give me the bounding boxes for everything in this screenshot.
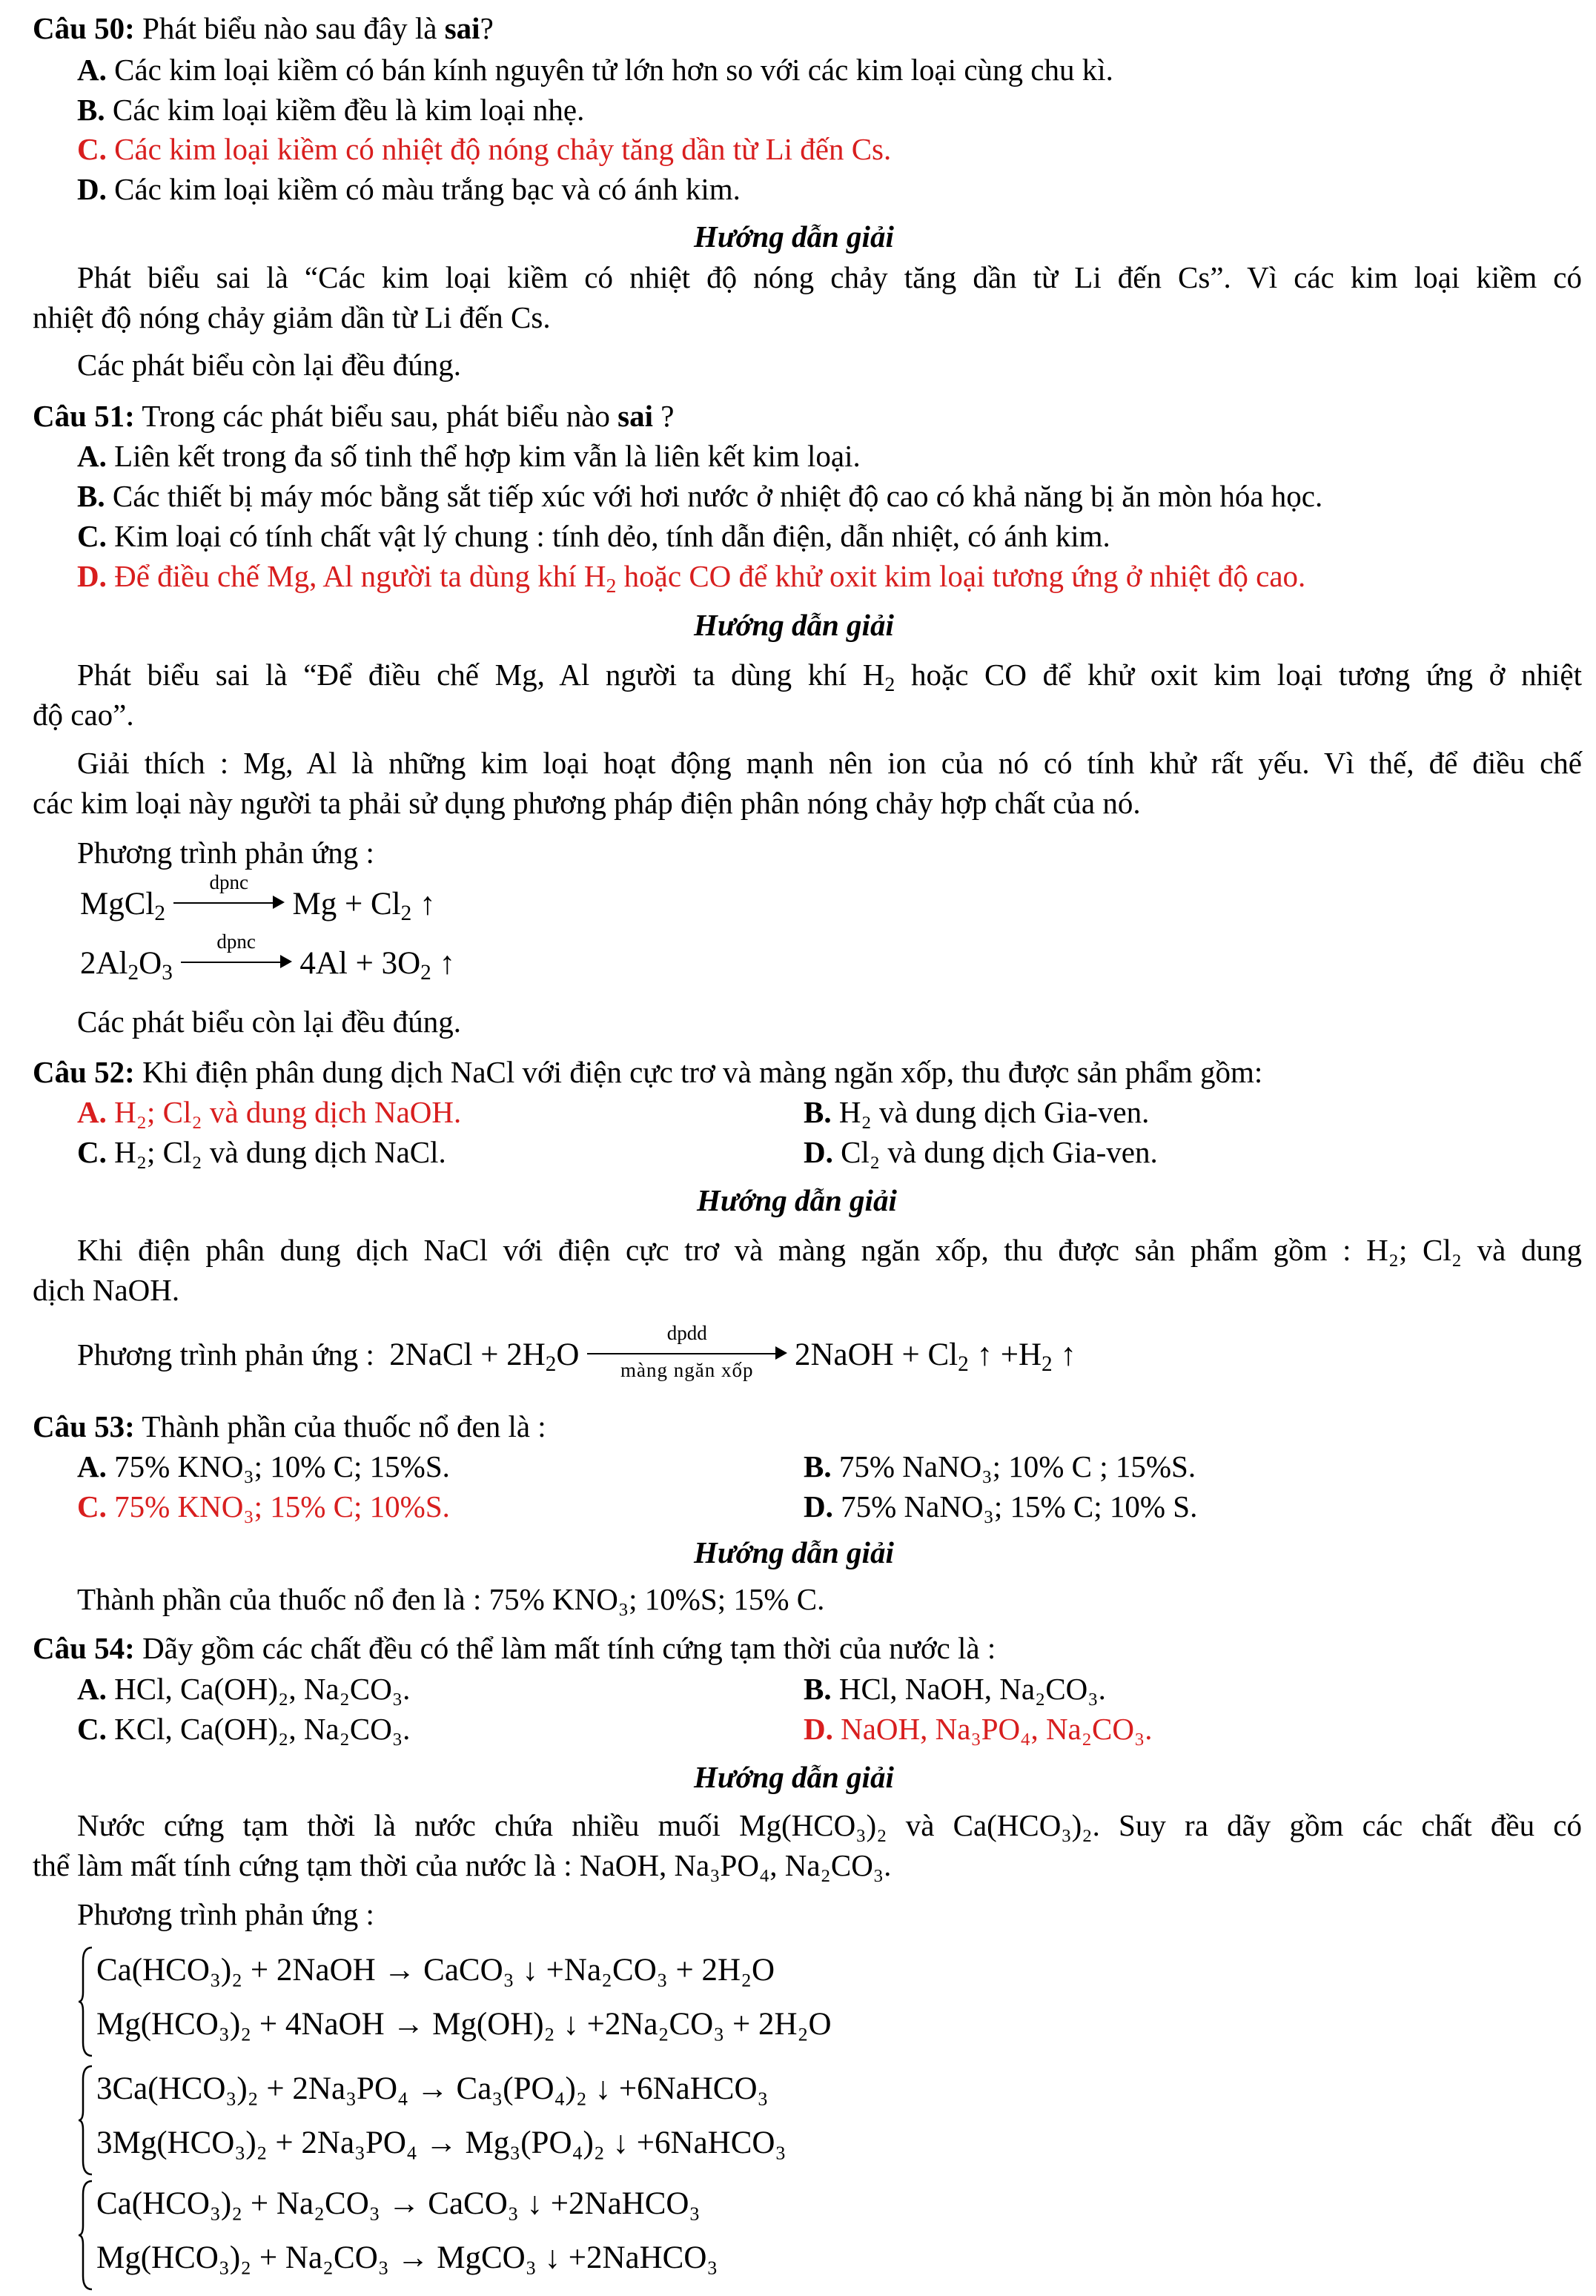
q51-option-d-correct: D. Để điều chế Mg, Al người ta dùng khí $H_2$ hoặc CO để khử oxit kim loại tương ứng ở nhiệt độ cao. — [77, 559, 1306, 598]
electrolysis-membrane-arrow: dpdd màng ngăn xốp — [587, 1337, 787, 1366]
q54-option-a: A. HCl, Ca(OH)₂, Na₂CO₃. — [77, 1672, 411, 1706]
q52-explanation-line2: dịch NaOH. — [33, 1273, 180, 1307]
q51-equation-2: $2Al_2O_3$ dpnc $4Al + 3O_2$ ↑ — [80, 930, 455, 985]
q52-equation: Phương trình phản ứng : 2NaCl + $2H_2O$ dpdd màng ngăn xốp 2NaOH + $Cl_2$ ↑ $+H_2$ ↑ — [77, 1322, 1076, 1381]
q51-option-c: C. Kim loại có tính chất vật lý chung : tính dẻo, tính dẫn điện, dẫn nhiệt, có ánh kim. — [77, 519, 1110, 553]
left-brace — [77, 2065, 93, 2176]
q54-stem: Câu 54: Dãy gồm các chất đều có thể làm mất tính cứng tạm thời của nước là : — [33, 1631, 996, 1665]
q54-option-d-correct: D. NaOH, Na₃PO₄, Na₂CO₃. — [804, 1712, 1153, 1746]
q52-option-b: B. H₂ và dung dịch Gia-ven. — [804, 1095, 1150, 1129]
q52-stem: Câu 52: Khi điện phân dung dịch NaCl với điện cực trơ và màng ngăn xốp, thu được sản phẩm gồm: — [33, 1055, 1263, 1089]
q54-equation-3: 3Ca(HCO₃)₂ + 2Na₃PO₄ → Ca₃(PO₄)₂ ↓ +6NaHCO₃ — [96, 2071, 769, 2106]
q51-explanation-line3: Giải thích : Mg, Al là những kim loại hoạt động mạnh nên ion của nó có tính khử rất yếu. Vì thế, để điều chế — [77, 746, 1582, 780]
q50-label: Câu 50: — [33, 11, 135, 45]
left-brace — [77, 1946, 93, 2057]
q51-guide-heading: Hướng dẫn giải — [694, 608, 894, 642]
q51-explanation-line4: các kim loại này người ta phải sử dụng phương pháp điện phân nóng chảy hợp chất của nó. — [33, 786, 1141, 820]
q53-guide-heading: Hướng dẫn giải — [694, 1535, 894, 1569]
q53-explanation-line1: Thành phần của thuốc nổ đen là : 75% KNO₃; 10%S; 15% C. — [77, 1582, 825, 1616]
left-brace — [77, 2180, 93, 2291]
q50-option-c-correct: C. Các kim loại kiềm có nhiệt độ nóng chảy tăng dần từ Li đến Cs. — [77, 132, 892, 166]
q51-equation-title: Phương trình phản ứng : — [77, 836, 374, 870]
q50-guide-heading: Hướng dẫn giải — [694, 219, 894, 254]
q50-option-a: A. Các kim loại kiềm có bán kính nguyên tử lớn hơn so với các kim loại cùng chu kì. — [77, 53, 1113, 87]
q52-option-d: D. Cl₂ và dung dịch Gia-ven. — [804, 1135, 1158, 1169]
q51-equation-1: MgCl$_2$ dpnc $Mg + Cl_2$ ↑ — [80, 871, 436, 926]
q51-stem: Câu 51: Trong các phát biểu sau, phát biểu nào sai ? — [33, 399, 675, 433]
q54-explanation-line1: Nước cứng tạm thời là nước chứa nhiều muối Mg(HCO₃)₂ và Ca(HCO₃)₂. Suy ra dãy gồm các chất đều có — [77, 1808, 1582, 1842]
q54-option-b: B. HCl, NaOH, Na₂CO₃. — [804, 1672, 1106, 1706]
q52-guide-heading: Hướng dẫn giải — [697, 1183, 897, 1217]
electrolysis-arrow: dpnc — [181, 945, 292, 975]
q54-option-c: C. KCl, Ca(OH)₂, Na₂CO₃. — [77, 1712, 411, 1746]
q50-stem: Câu 50: Phát biểu nào sau đây là sai? — [33, 11, 494, 45]
q50-explanation-line3: Các phát biểu còn lại đều đúng. — [77, 348, 462, 382]
q54-equation-2: Mg(HCO₃)₂ + 4NaOH → Mg(OH)₂ ↓ +2Na₂CO₃ + 2H₂O — [96, 2007, 832, 2042]
electrolysis-arrow: dpnc — [173, 886, 285, 916]
q50-explanation-line2: nhiệt độ nóng chảy giảm dần từ Li đến Cs. — [33, 300, 551, 334]
q51-option-b: B. Các thiết bị máy móc bằng sắt tiếp xúc với hơi nước ở nhiệt độ cao có khả năng bị ăn mòn hóa học. — [77, 479, 1323, 513]
q52-option-a-correct: A. H₂; Cl₂ và dung dịch NaOH. — [77, 1095, 462, 1129]
q54-equation-4: 3Mg(HCO₃)₂ + 2Na₃PO₄ → Mg₃(PO₄)₂ ↓ +6NaHCO₃ — [96, 2125, 787, 2160]
q51-explanation-line5: Các phát biểu còn lại đều đúng. — [77, 1005, 462, 1039]
q53-option-c-correct: C. 75% KNO₃; 15% C; 10%S. — [77, 1489, 450, 1524]
q51-explanation-line2: độ cao”. — [33, 698, 134, 732]
q54-equation-5: Ca(HCO₃)₂ + Na₂CO₃ → CaCO₃ ↓ +2NaHCO₃ — [96, 2186, 701, 2221]
q53-option-b: B. 75% NaNO₃; 10% C ; 15%S. — [804, 1449, 1196, 1483]
q50-option-d: D. Các kim loại kiềm có màu trắng bạc và có ánh kim. — [77, 172, 741, 206]
q51-explanation-line1: Phát biểu sai là “Để điều chế Mg, Al người ta dùng khí $H_2$ hoặc CO để khử oxit kim loại tương ứng ở nhiệt — [77, 658, 1582, 696]
q54-guide-heading: Hướng dẫn giải — [694, 1760, 894, 1794]
q54-explanation-line2: thể làm mất tính cứng tạm thời của nước là : NaOH, Na₃PO₄, Na₂CO₃. — [33, 1848, 892, 1882]
q54-equation-6: Mg(HCO₃)₂ + Na₂CO₃ → MgCO₃ ↓ +2NaHCO₃ — [96, 2240, 718, 2275]
q50-option-b: B. Các kim loại kiềm đều là kim loại nhẹ. — [77, 93, 585, 127]
q53-stem: Câu 53: Thành phần của thuốc nổ đen là : — [33, 1409, 546, 1443]
q52-explanation-line1: Khi điện phân dung dịch NaCl với điện cực trơ và màng ngăn xốp, thu được sản phẩm gồm : H₂; Cl₂ và dung — [77, 1233, 1582, 1267]
q54-equation-title: Phương trình phản ứng : — [77, 1897, 374, 1931]
q50-explanation-line1: Phát biểu sai là “Các kim loại kiềm có nhiệt độ nóng chảy tăng dần từ Li đến Cs”. Vì các kim loại kiềm có — [77, 260, 1582, 294]
q53-option-d: D. 75% NaNO₃; 15% C; 10% S. — [804, 1489, 1198, 1524]
q51-option-a: A. Liên kết trong đa số tinh thể hợp kim vẫn là liên kết kim loại. — [77, 439, 861, 473]
q54-equation-1: Ca(HCO₃)₂ + 2NaOH → CaCO₃ ↓ +Na₂CO₃ + 2H₂O — [96, 1953, 775, 1988]
q53-option-a: A. 75% KNO₃; 10% C; 15%S. — [77, 1449, 450, 1483]
q52-option-c: C. H₂; Cl₂ và dung dịch NaCl. — [77, 1135, 446, 1169]
